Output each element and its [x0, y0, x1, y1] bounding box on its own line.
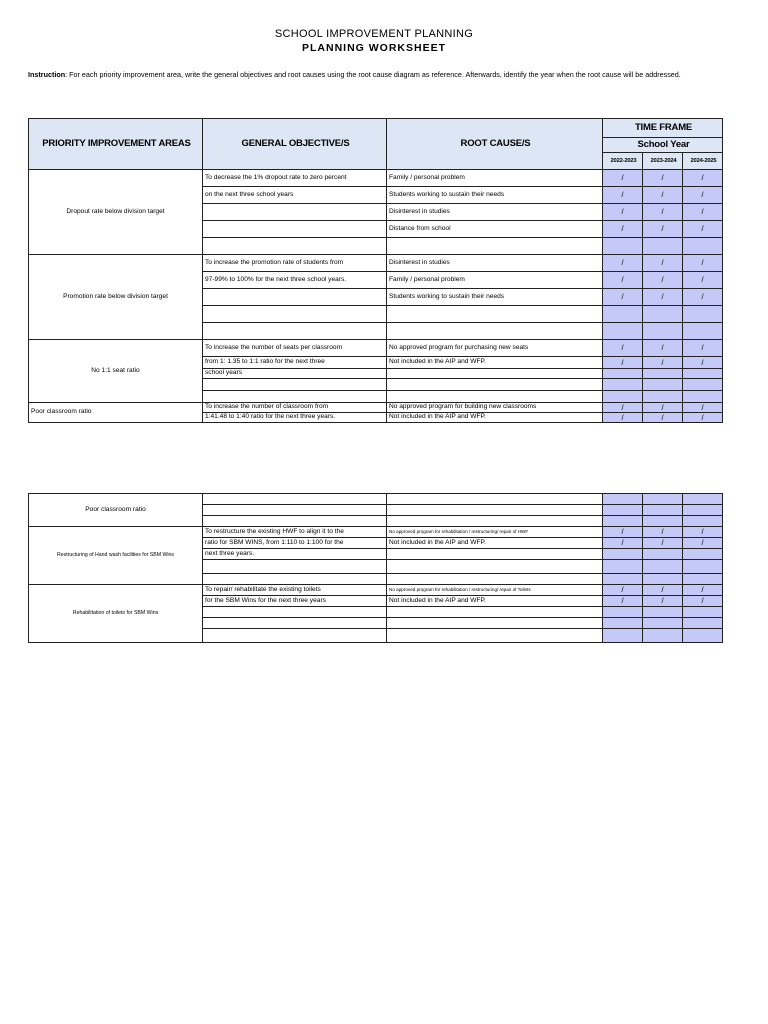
year-mark-cell: / [603, 413, 643, 423]
root-cause-cell [387, 560, 603, 574]
objective-cell: ratio for SBM WINS, from 1:110 to 1:100 for the [203, 538, 387, 549]
objective-cell: To increase the promotion rate of students from [203, 255, 387, 272]
year-mark-cell [603, 306, 643, 323]
year-mark-cell [603, 505, 643, 516]
root-cause-cell [387, 379, 603, 391]
root-cause-cell: Distance from school [387, 221, 603, 238]
year-mark-cell [603, 549, 643, 560]
year-mark-cell: / [643, 596, 683, 607]
root-cause-cell: Not included in the AIP and WFP. [387, 538, 603, 549]
year-mark-cell: / [643, 204, 683, 221]
year-mark-cell [683, 494, 723, 505]
instruction-text: : For each priority improvement area, write the general objectives and root causes using the root cause diagram as reference. Afterwards, identify the year when the root cause will be addressed. [65, 70, 681, 79]
year-mark-cell [643, 607, 683, 618]
year-mark-cell: / [683, 272, 723, 289]
year-mark-cell [603, 323, 643, 340]
year-mark-cell: / [683, 187, 723, 204]
year-mark-cell [683, 323, 723, 340]
root-cause-cell [387, 494, 603, 505]
year-mark-cell [643, 505, 683, 516]
priority-area-cell: Dropout rate below division target [29, 170, 203, 255]
year-mark-cell: / [603, 357, 643, 369]
header-year: 2023-2024 [643, 153, 683, 170]
table-row [29, 527, 723, 538]
year-mark-cell: / [643, 255, 683, 272]
objective-cell [203, 204, 387, 221]
year-mark-cell: / [683, 204, 723, 221]
year-mark-cell: / [603, 187, 643, 204]
year-mark-cell [643, 323, 683, 340]
year-mark-cell: / [643, 340, 683, 357]
year-mark-cell [603, 369, 643, 379]
year-mark-cell [603, 391, 643, 403]
year-mark-cell: / [643, 289, 683, 306]
year-mark-cell [643, 306, 683, 323]
year-mark-cell: / [643, 170, 683, 187]
objective-cell [203, 289, 387, 306]
root-cause-cell [387, 574, 603, 585]
year-mark-cell: / [603, 538, 643, 549]
year-mark-cell: / [683, 170, 723, 187]
root-cause-cell: Not included in the AIP and WFP. [387, 357, 603, 369]
page-title: SCHOOL IMPROVEMENT PLANNING [274, 28, 474, 40]
objective-cell: for the SBM Wins for the next three years [203, 596, 387, 607]
year-mark-cell: / [603, 255, 643, 272]
root-cause-cell: No approved program for purchasing new seats [387, 340, 603, 357]
root-cause-cell: Not included in the AIP and WFP. [387, 596, 603, 607]
year-mark-cell: / [643, 413, 683, 423]
objective-cell: school years [203, 369, 387, 379]
objective-cell: To restructure the existing HWF to align it to the [203, 527, 387, 538]
root-cause-cell: Students working to sustain their needs [387, 187, 603, 204]
root-cause-cell: No approved program for rehabilitation / restructuring/ repair of HWF [387, 527, 603, 538]
root-cause-cell: Disinterest in studies [387, 204, 603, 221]
year-mark-cell [643, 560, 683, 574]
year-mark-cell [603, 379, 643, 391]
objective-cell [203, 516, 387, 527]
priority-area-cell: Restructuring of Hand wash facilities for SBM Wins [29, 527, 203, 585]
year-mark-cell: / [683, 357, 723, 369]
year-mark-cell: / [683, 340, 723, 357]
root-cause-cell [387, 516, 603, 527]
table-row [29, 585, 723, 596]
objective-cell [203, 238, 387, 255]
year-mark-cell [683, 560, 723, 574]
year-mark-cell [683, 505, 723, 516]
table-row [29, 403, 723, 413]
year-mark-cell: / [683, 538, 723, 549]
year-mark-cell [643, 574, 683, 585]
table-row [29, 494, 723, 505]
root-cause-cell: Students working to sustain their needs [387, 289, 603, 306]
year-mark-cell: / [603, 289, 643, 306]
year-mark-cell [643, 618, 683, 629]
objective-cell: To increase the number of classroom from [203, 403, 387, 413]
worksheet-table-page-1 [28, 118, 723, 423]
root-cause-cell: Disinterest in studies [387, 255, 603, 272]
objective-cell: To increase the number of seats per classroom [203, 340, 387, 357]
priority-area-cell: No 1:1 seat ratio [29, 340, 203, 403]
year-mark-cell [603, 618, 643, 629]
objective-cell: To repair/ rehabilitate the existing toilets [203, 585, 387, 596]
year-mark-cell: / [603, 204, 643, 221]
year-mark-cell [603, 574, 643, 585]
priority-area-cell: Poor classroom ratio [29, 494, 203, 527]
year-mark-cell [643, 549, 683, 560]
year-mark-cell: / [603, 340, 643, 357]
year-mark-cell [683, 574, 723, 585]
root-cause-cell: Family / personal problem [387, 272, 603, 289]
objective-cell: next three years. [203, 549, 387, 560]
year-mark-cell [643, 494, 683, 505]
root-cause-cell [387, 323, 603, 340]
objective-cell [203, 306, 387, 323]
year-mark-cell [683, 391, 723, 403]
objective-cell [203, 221, 387, 238]
instruction [28, 70, 728, 80]
table-row [29, 170, 723, 187]
year-mark-cell [683, 549, 723, 560]
year-mark-cell [603, 494, 643, 505]
objective-cell [203, 629, 387, 643]
year-mark-cell: / [683, 289, 723, 306]
year-mark-cell [683, 238, 723, 255]
root-cause-cell: No approved program for rehabilitation / restructuring/ repair of Toilets [387, 585, 603, 596]
objective-cell [203, 607, 387, 618]
root-cause-cell [387, 238, 603, 255]
root-cause-cell: No approved program for building new classrooms [387, 403, 603, 413]
root-cause-cell: Family / personal problem [387, 170, 603, 187]
year-mark-cell: / [603, 403, 643, 413]
year-mark-cell [643, 391, 683, 403]
year-mark-cell: / [683, 413, 723, 423]
header-time-frame: TIME FRAME [603, 119, 723, 138]
root-cause-cell [387, 391, 603, 403]
year-mark-cell: / [683, 527, 723, 538]
year-mark-cell [603, 629, 643, 643]
header-year: 2024-2025 [683, 153, 723, 170]
header-school-year: School Year [603, 138, 723, 153]
year-mark-cell: / [683, 585, 723, 596]
objective-cell [203, 379, 387, 391]
root-cause-cell [387, 369, 603, 379]
objective-cell: To decrease the 1% dropout rate to zero percent [203, 170, 387, 187]
year-mark-cell: / [603, 170, 643, 187]
objective-cell [203, 391, 387, 403]
root-cause-cell [387, 629, 603, 643]
page-subtitle: PLANNING WORKSHEET [302, 42, 446, 54]
root-cause-cell [387, 618, 603, 629]
year-mark-cell [603, 560, 643, 574]
objective-cell [203, 560, 387, 574]
year-mark-cell [643, 238, 683, 255]
year-mark-cell: / [643, 272, 683, 289]
objective-cell: from 1: 1.35 to 1:1 ratio for the next three [203, 357, 387, 369]
objective-cell [203, 574, 387, 585]
priority-area-cell: Promotion rate below division target [29, 255, 203, 340]
header-root-cause: ROOT CAUSE/S [387, 119, 603, 170]
root-cause-cell: Not included in the AIP and WFP. [387, 413, 603, 423]
instruction-label: Instruction [28, 70, 66, 79]
root-cause-cell [387, 549, 603, 560]
year-mark-cell: / [683, 403, 723, 413]
year-mark-cell: / [643, 187, 683, 204]
root-cause-cell [387, 607, 603, 618]
priority-area-cell: Poor classroom ratio [29, 403, 203, 423]
year-mark-cell [683, 306, 723, 323]
year-mark-cell: / [683, 596, 723, 607]
priority-area-cell: Rehabilitation of toilets for SBM Wins [29, 585, 203, 643]
objective-cell: on the next three school years [203, 187, 387, 204]
year-mark-cell [643, 379, 683, 391]
year-mark-cell: / [603, 272, 643, 289]
table-row [29, 340, 723, 357]
year-mark-cell: / [683, 221, 723, 238]
year-mark-cell: / [643, 357, 683, 369]
year-mark-cell [643, 369, 683, 379]
year-mark-cell: / [643, 527, 683, 538]
header-year: 2022-2023 [603, 153, 643, 170]
objective-cell: 1:41.48 to 1:40 ratio for the next three years. [203, 413, 387, 423]
objective-cell [203, 494, 387, 505]
year-mark-cell [603, 516, 643, 527]
year-mark-cell: / [683, 255, 723, 272]
year-mark-cell: / [643, 403, 683, 413]
year-mark-cell: / [643, 538, 683, 549]
objective-cell: 97-99% to 100% for the next three school years. [203, 272, 387, 289]
objective-cell [203, 505, 387, 516]
year-mark-cell [603, 238, 643, 255]
year-mark-cell: / [603, 221, 643, 238]
year-mark-cell: / [603, 585, 643, 596]
year-mark-cell [683, 629, 723, 643]
year-mark-cell [683, 618, 723, 629]
year-mark-cell [683, 379, 723, 391]
worksheet-table-page-2 [28, 493, 723, 643]
year-mark-cell [683, 516, 723, 527]
header-priority: PRIORITY IMPROVEMENT AREAS [29, 119, 203, 170]
year-mark-cell [603, 607, 643, 618]
year-mark-cell: / [603, 596, 643, 607]
table-row [29, 255, 723, 272]
year-mark-cell [643, 516, 683, 527]
year-mark-cell [643, 629, 683, 643]
objective-cell [203, 618, 387, 629]
header-objective: GENERAL OBJECTIVE/S [203, 119, 387, 170]
year-mark-cell: / [643, 585, 683, 596]
year-mark-cell: / [643, 221, 683, 238]
year-mark-cell [683, 369, 723, 379]
objective-cell [203, 323, 387, 340]
year-mark-cell [683, 607, 723, 618]
root-cause-cell [387, 505, 603, 516]
year-mark-cell: / [603, 527, 643, 538]
root-cause-cell [387, 306, 603, 323]
